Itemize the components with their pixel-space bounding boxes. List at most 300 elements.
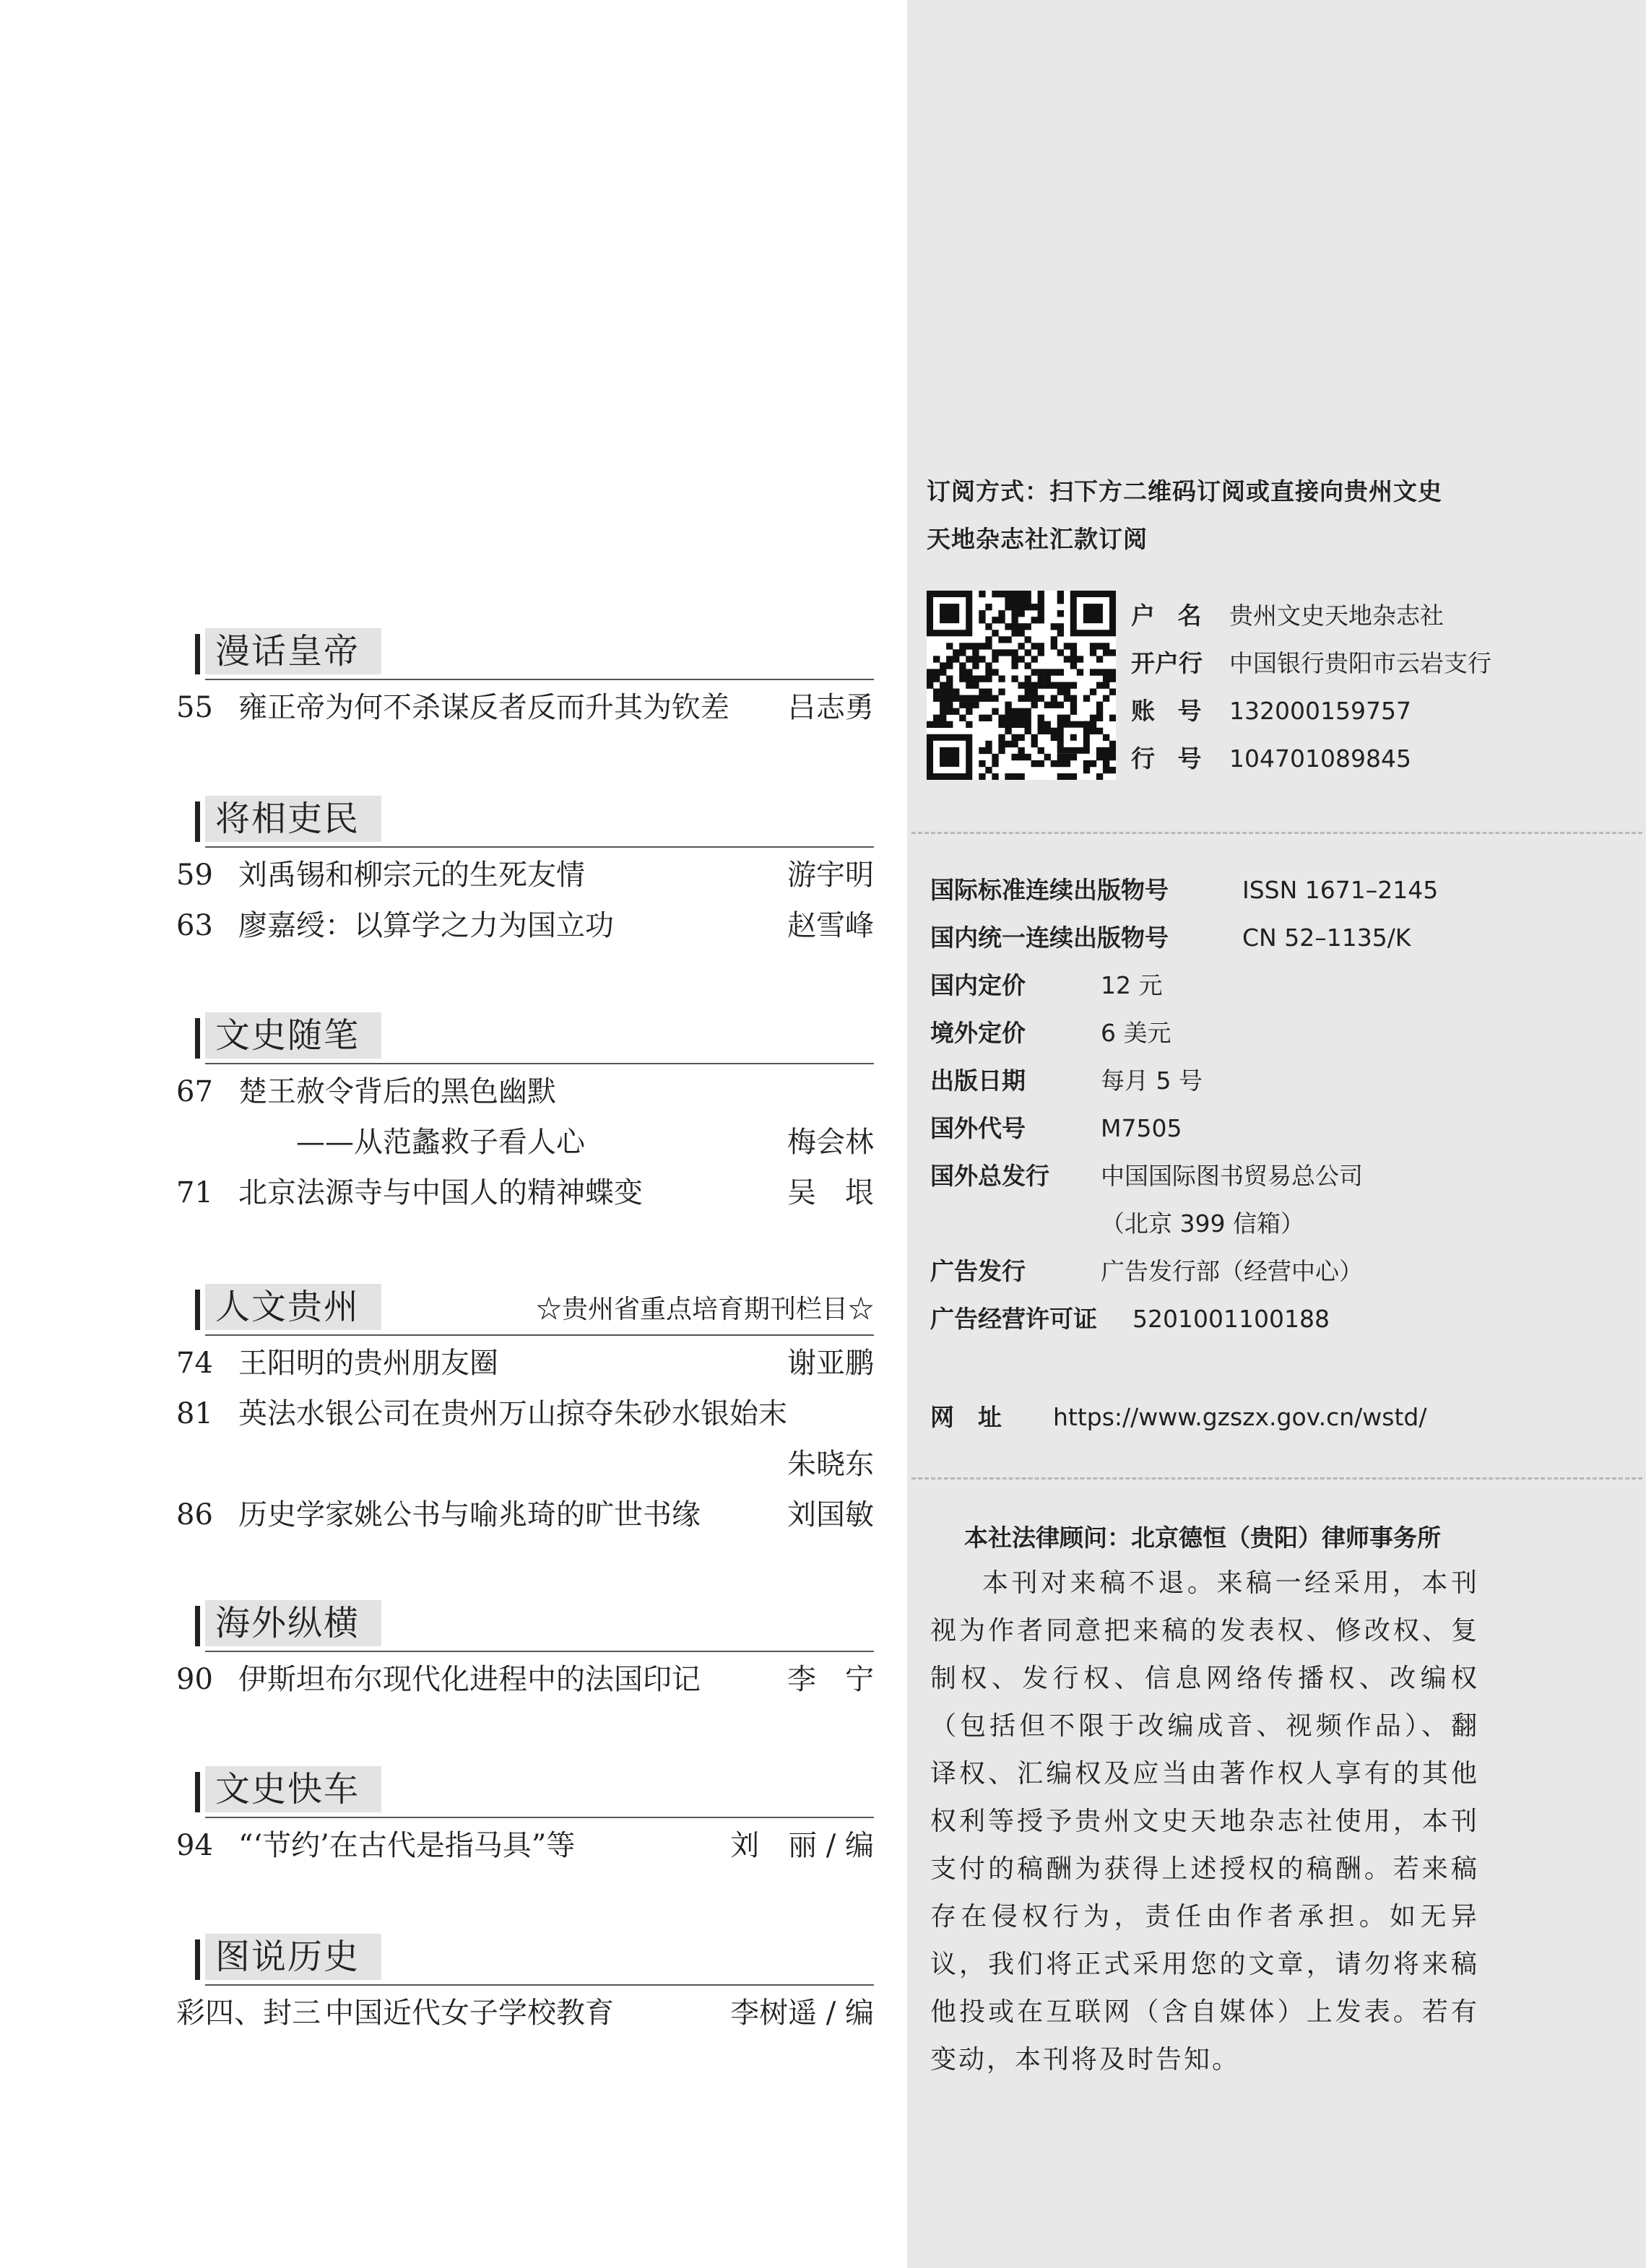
qr-module — [1070, 643, 1077, 649]
toc-section — [176, 1600, 874, 1710]
toc-entry[interactable] — [195, 1122, 874, 1173]
qr-module — [1038, 760, 1044, 767]
section-header — [195, 1284, 874, 1331]
section-rule — [205, 846, 874, 848]
section-header — [195, 1012, 874, 1060]
qr-module — [1057, 591, 1064, 597]
toc-entry[interactable] — [176, 1825, 874, 1876]
qr-module — [1103, 754, 1109, 760]
qr-module — [1070, 754, 1077, 760]
publication-key: 国外总发行 — [930, 1162, 1049, 1190]
qr-module — [1096, 747, 1103, 754]
qr-module — [1096, 643, 1103, 649]
qr-module — [940, 682, 946, 688]
qr-module — [1018, 773, 1024, 780]
toc-entry[interactable] — [176, 1343, 874, 1394]
qr-module — [966, 702, 972, 708]
publication-value: 每月 5 号 — [1101, 1066, 1203, 1095]
qr-module — [1057, 689, 1064, 695]
qr-module — [933, 695, 940, 702]
qr-module — [1011, 597, 1018, 604]
qr-module — [953, 689, 959, 695]
qr-module — [979, 656, 985, 662]
qr-module — [927, 682, 933, 688]
qr-module — [992, 754, 998, 760]
qr-module — [1018, 734, 1024, 741]
qr-module — [1103, 682, 1109, 688]
qr-module — [979, 695, 985, 702]
qr-module — [1038, 610, 1044, 617]
qr-module — [972, 682, 979, 688]
qr-module — [1044, 682, 1051, 688]
qr-module — [1077, 669, 1083, 675]
qr-module — [1109, 715, 1116, 721]
qr-module — [1025, 597, 1031, 604]
qr-module — [1064, 715, 1070, 721]
qr-module — [927, 669, 933, 675]
qr-module — [1096, 754, 1103, 760]
qr-module — [979, 617, 985, 623]
toc-entry[interactable] — [176, 1495, 874, 1545]
toc-section — [176, 1284, 874, 1545]
toc-entry[interactable] — [176, 687, 874, 738]
qr-module — [1038, 721, 1044, 728]
qr-module — [966, 682, 972, 688]
qr-module — [946, 702, 953, 708]
qr-module — [1090, 721, 1096, 728]
toc-entry[interactable] — [176, 905, 874, 956]
publication-key: 出版日期 — [930, 1066, 1026, 1095]
section-header — [195, 628, 874, 676]
page-number: 67 — [176, 1075, 213, 1108]
qr-module — [985, 623, 992, 630]
qr-module — [1005, 591, 1011, 597]
qr-module — [1018, 754, 1024, 760]
qr-module — [979, 591, 985, 597]
qr-module — [1090, 689, 1096, 695]
qr-module — [979, 689, 985, 695]
qr-module — [1011, 773, 1018, 780]
section-rule — [205, 679, 874, 680]
toc-section — [176, 1012, 874, 1223]
qr-module — [1018, 591, 1024, 597]
qr-module — [946, 695, 953, 702]
toc-entry[interactable] — [176, 1659, 874, 1710]
qr-module — [1005, 597, 1011, 604]
qr-module — [940, 695, 946, 702]
toc-section — [176, 796, 874, 956]
article-title: 中国近代女子学校教育 — [325, 1997, 614, 2030]
qr-module — [1090, 643, 1096, 649]
qr-module — [1090, 728, 1096, 734]
account-key: 账 号 — [1131, 697, 1209, 725]
qr-module — [927, 675, 933, 682]
publication-key: 境外定价 — [930, 1019, 1026, 1047]
qr-module — [1051, 728, 1057, 734]
qr-module — [985, 669, 992, 675]
qr-module — [985, 604, 992, 610]
article-title: “‘节约’在古代是指马具”等 — [238, 1829, 576, 1862]
qr-module — [1096, 715, 1103, 721]
qr-module — [946, 682, 953, 688]
qr-module — [992, 630, 998, 636]
article-title: 楚王赦令背后的黑色幽默 — [238, 1075, 556, 1108]
section-tag: ☆贵州省重点培育期刊栏目☆ — [535, 1295, 874, 1324]
entry-list — [176, 1659, 874, 1710]
qr-module — [985, 715, 992, 721]
qr-module — [1109, 649, 1116, 656]
section-bar — [195, 1018, 200, 1059]
section-title: 人文贵州 — [205, 1284, 381, 1330]
page-number: 55 — [176, 691, 213, 724]
section-bar — [195, 801, 200, 842]
page-number: 86 — [176, 1498, 213, 1531]
qr-module — [1051, 643, 1057, 649]
qr-module — [1096, 728, 1103, 734]
qr-module — [979, 715, 985, 721]
qr-finder — [940, 604, 959, 623]
qr-module — [1038, 695, 1044, 702]
qr-module — [998, 721, 1005, 728]
qr-module — [1096, 656, 1103, 662]
qr-module — [959, 715, 966, 721]
section-bar — [195, 1939, 200, 1980]
qr-module — [1090, 715, 1096, 721]
publication-value: CN 52–1135/K — [1242, 924, 1411, 952]
qr-module — [1025, 649, 1031, 656]
toc-entry[interactable] — [176, 855, 874, 905]
publication-value: M7505 — [1101, 1114, 1182, 1142]
publication-key: 广告发行 — [930, 1257, 1026, 1285]
qr-module — [1038, 669, 1044, 675]
qr-module — [1038, 643, 1044, 649]
qr-module — [972, 643, 979, 649]
qr-module — [1064, 695, 1070, 702]
section-bar — [195, 1290, 200, 1330]
qr-module — [985, 675, 992, 682]
qr-module — [1031, 669, 1038, 675]
qr-module — [1103, 747, 1109, 754]
qr-module — [1018, 682, 1024, 688]
entry-list — [176, 1825, 874, 1876]
account-value: 132000159757 — [1229, 697, 1411, 725]
qr-module — [1005, 715, 1011, 721]
article-title: ——从范蠡救子看人心 — [296, 1126, 585, 1159]
section-title: 将相吏民 — [205, 796, 381, 842]
qr-module — [985, 636, 992, 643]
qr-module — [1057, 760, 1064, 767]
article-title: 廖嘉绶：以算学之力为国立功 — [238, 909, 614, 942]
entry-list — [176, 687, 874, 738]
qr-module — [998, 715, 1005, 721]
qr-module — [1070, 695, 1077, 702]
qr-module — [979, 675, 985, 682]
qr-module — [972, 656, 979, 662]
section-title: 文史随笔 — [205, 1012, 381, 1059]
qr-module — [1070, 708, 1077, 715]
section-header — [195, 796, 874, 843]
article-author: 李 宁 — [787, 1663, 874, 1696]
qr-module — [966, 708, 972, 715]
toc-entry[interactable] — [176, 1394, 874, 1444]
qr-module — [1090, 669, 1096, 675]
subscribe-line-2: 天地杂志社汇款订阅 — [927, 525, 1148, 553]
qr-module — [985, 695, 992, 702]
qr-module — [985, 747, 992, 754]
qr-module — [1044, 721, 1051, 728]
qr-module — [933, 715, 940, 721]
qr-module — [1025, 591, 1031, 597]
qr-module — [1109, 747, 1116, 754]
toc-entry[interactable] — [176, 1993, 874, 2043]
section-title: 图说历史 — [205, 1934, 381, 1980]
qr-module — [992, 695, 998, 702]
section-rule — [205, 1651, 874, 1652]
qr-module — [1018, 656, 1024, 662]
qr-module — [1025, 754, 1031, 760]
qr-module — [966, 721, 972, 728]
qr-module — [1025, 689, 1031, 695]
qr-module — [940, 689, 946, 695]
qr-module — [1103, 734, 1109, 741]
qr-module — [1064, 754, 1070, 760]
qr-module — [992, 773, 998, 780]
qr-module — [1005, 773, 1011, 780]
qr-module — [1011, 721, 1018, 728]
publication-value: 5201001100188 — [1132, 1305, 1330, 1333]
qr-module — [1018, 597, 1024, 604]
qr-code-image — [927, 591, 1116, 780]
qr-module — [1031, 702, 1038, 708]
qr-module — [992, 649, 998, 656]
qr-module — [1011, 649, 1018, 656]
qr-module — [1083, 767, 1090, 773]
qr-module — [1038, 649, 1044, 656]
qr-module — [1096, 708, 1103, 715]
page-number: 彩四、封三 — [176, 1997, 321, 2030]
qr-module — [1031, 760, 1038, 767]
qr-module — [979, 760, 985, 767]
qr-module — [985, 689, 992, 695]
qr-module — [1025, 675, 1031, 682]
qr-module — [959, 649, 966, 656]
copyright-notice: 本刊对来稿不退。来稿一经采用，本刊视为作者同意把来稿的发表权、修改权、复制权、发行权、信息网络传播权、改编权（包括但不限于改编成音、视频作品）、翻译权、汇编权及应当由著作权人享有的其他权利等授予贵州文史天地杂志社使用，本刊支付的稿酬为获得上述授权的稿酬。若来稿存在侵权行为，责任由作者承担。如无异议，我们将正式采用您的文章，请勿将来稿他投或在互联网（含自媒体）上发表。若有变动，本刊将及时告知。 — [930, 1568, 1479, 2074]
entry-list — [176, 1993, 874, 2043]
qr-module — [1044, 669, 1051, 675]
qr-module — [946, 689, 953, 695]
qr-module — [966, 669, 972, 675]
qr-module — [1057, 623, 1064, 630]
qr-module — [985, 662, 992, 669]
entry-list — [176, 1343, 874, 1545]
qr-module — [1011, 630, 1018, 636]
qr-module — [1018, 715, 1024, 721]
publication-key: 国内统一连续出版物号 — [930, 924, 1169, 952]
qr-module — [972, 695, 979, 702]
toc-entry[interactable] — [176, 1072, 874, 1122]
qr-module — [1025, 604, 1031, 610]
qr-module — [1064, 689, 1070, 695]
qr-module — [940, 669, 946, 675]
qr-module — [1038, 617, 1044, 623]
qr-finder — [1083, 604, 1103, 623]
qr-module — [972, 649, 979, 656]
qr-code[interactable] — [927, 591, 1116, 780]
qr-module — [1064, 656, 1070, 662]
qr-module — [933, 721, 940, 728]
toc-entry[interactable] — [195, 1444, 874, 1495]
qr-module — [1005, 702, 1011, 708]
qr-module — [1103, 767, 1109, 773]
qr-module — [1096, 669, 1103, 675]
qr-module — [998, 741, 1005, 747]
divider — [911, 1477, 1642, 1480]
section-title: 海外纵横 — [205, 1600, 381, 1646]
qr-module — [972, 702, 979, 708]
qr-module — [966, 675, 972, 682]
qr-module — [946, 675, 953, 682]
qr-module — [946, 643, 953, 649]
qr-module — [1057, 597, 1064, 604]
qr-module — [946, 656, 953, 662]
publication-value: （北京 399 信箱） — [1101, 1209, 1304, 1238]
section-title: 文史快车 — [205, 1766, 381, 1812]
qr-module — [1057, 715, 1064, 721]
qr-module — [1005, 728, 1011, 734]
website-link[interactable]: https://www.gzszx.gov.cn/wstd/ — [1053, 1403, 1427, 1431]
article-title: 刘禹锡和柳宗元的生死友情 — [238, 859, 585, 892]
qr-module — [1051, 636, 1057, 643]
qr-module — [1031, 682, 1038, 688]
qr-module — [1057, 773, 1064, 780]
section-bar — [195, 634, 200, 674]
qr-module — [1038, 728, 1044, 734]
publication-value: ISSN 1671–2145 — [1242, 876, 1439, 904]
qr-module — [979, 747, 985, 754]
qr-module — [1038, 597, 1044, 604]
qr-module — [1025, 708, 1031, 715]
qr-module — [1096, 702, 1103, 708]
qr-module — [940, 702, 946, 708]
article-title: 北京法源寺与中国人的精神蝶变 — [238, 1176, 643, 1209]
qr-module — [1018, 630, 1024, 636]
qr-module — [959, 695, 966, 702]
qr-module — [998, 610, 1005, 617]
qr-module — [1057, 649, 1064, 656]
qr-module — [933, 669, 940, 675]
qr-module — [972, 662, 979, 669]
qr-module — [1064, 760, 1070, 767]
toc-section — [176, 628, 874, 738]
article-title: 王阳明的贵州朋友圈 — [238, 1347, 498, 1380]
account-key: 行 号 — [1131, 744, 1209, 773]
section-rule — [205, 1984, 874, 1986]
qr-module — [998, 617, 1005, 623]
qr-module — [1031, 617, 1038, 623]
qr-module — [1005, 604, 1011, 610]
qr-module — [1031, 656, 1038, 662]
qr-module — [1038, 591, 1044, 597]
qr-module — [1031, 695, 1038, 702]
qr-module — [1109, 689, 1116, 695]
qr-module — [1018, 747, 1024, 754]
qr-module — [998, 675, 1005, 682]
page-number: 63 — [176, 909, 213, 942]
qr-module — [1083, 695, 1090, 702]
publication-value: 中国国际图书贸易总公司 — [1101, 1162, 1363, 1190]
qr-module — [1011, 741, 1018, 747]
article-author: 刘国敏 — [787, 1498, 874, 1531]
article-author: 吴 垠 — [787, 1176, 874, 1209]
qr-module — [1103, 649, 1109, 656]
entry-list — [176, 855, 874, 956]
article-author: 吕志勇 — [787, 691, 874, 724]
qr-module — [1051, 682, 1057, 688]
article-author: 赵雪峰 — [787, 909, 874, 942]
qr-finder — [940, 747, 959, 767]
qr-module — [992, 669, 998, 675]
qr-module — [1018, 721, 1024, 728]
section-title: 漫话皇帝 — [205, 628, 381, 674]
legal-advisor: 本社法律顾问：北京德恒（贵阳）律师事务所 — [964, 1524, 1441, 1552]
qr-module — [1070, 656, 1077, 662]
qr-module — [1057, 630, 1064, 636]
qr-module — [1057, 669, 1064, 675]
qr-module — [1011, 734, 1018, 741]
qr-module — [1070, 702, 1077, 708]
account-value: 贵州文史天地杂志社 — [1229, 601, 1444, 630]
qr-module — [1025, 721, 1031, 728]
qr-module — [979, 773, 985, 780]
qr-module — [1103, 695, 1109, 702]
entry-list — [176, 1072, 874, 1223]
qr-module — [953, 649, 959, 656]
toc-entry[interactable] — [176, 1173, 874, 1223]
qr-module — [953, 656, 959, 662]
qr-align — [1070, 734, 1077, 741]
section-bar — [195, 1606, 200, 1646]
article-author: 梅会林 — [787, 1126, 874, 1159]
qr-module — [1109, 741, 1116, 747]
qr-module — [1070, 682, 1077, 688]
toc-section — [176, 1934, 874, 2043]
qr-module — [1025, 695, 1031, 702]
qr-module — [979, 610, 985, 617]
qr-module — [1031, 689, 1038, 695]
qr-module — [940, 715, 946, 721]
qr-module — [998, 591, 1005, 597]
qr-module — [998, 689, 1005, 695]
qr-module — [1038, 675, 1044, 682]
page-number: 59 — [176, 859, 213, 892]
qr-module — [1031, 604, 1038, 610]
qr-module — [1025, 636, 1031, 643]
article-title: 雍正帝为何不杀谋反者反而升其为钦差 — [238, 691, 729, 724]
article-title: 伊斯坦布尔现代化进程中的法国印记 — [238, 1663, 701, 1696]
qr-module — [1051, 669, 1057, 675]
page-number: 90 — [176, 1663, 213, 1696]
qr-module — [1096, 773, 1103, 780]
qr-module — [1005, 721, 1011, 728]
qr-module — [1109, 675, 1116, 682]
account-value: 中国银行贵阳市云岩支行 — [1229, 649, 1491, 677]
qr-module — [1057, 754, 1064, 760]
qr-module — [1011, 675, 1018, 682]
qr-module — [946, 721, 953, 728]
page-number: 74 — [176, 1347, 213, 1380]
qr-module — [1064, 773, 1070, 780]
qr-module — [1044, 754, 1051, 760]
